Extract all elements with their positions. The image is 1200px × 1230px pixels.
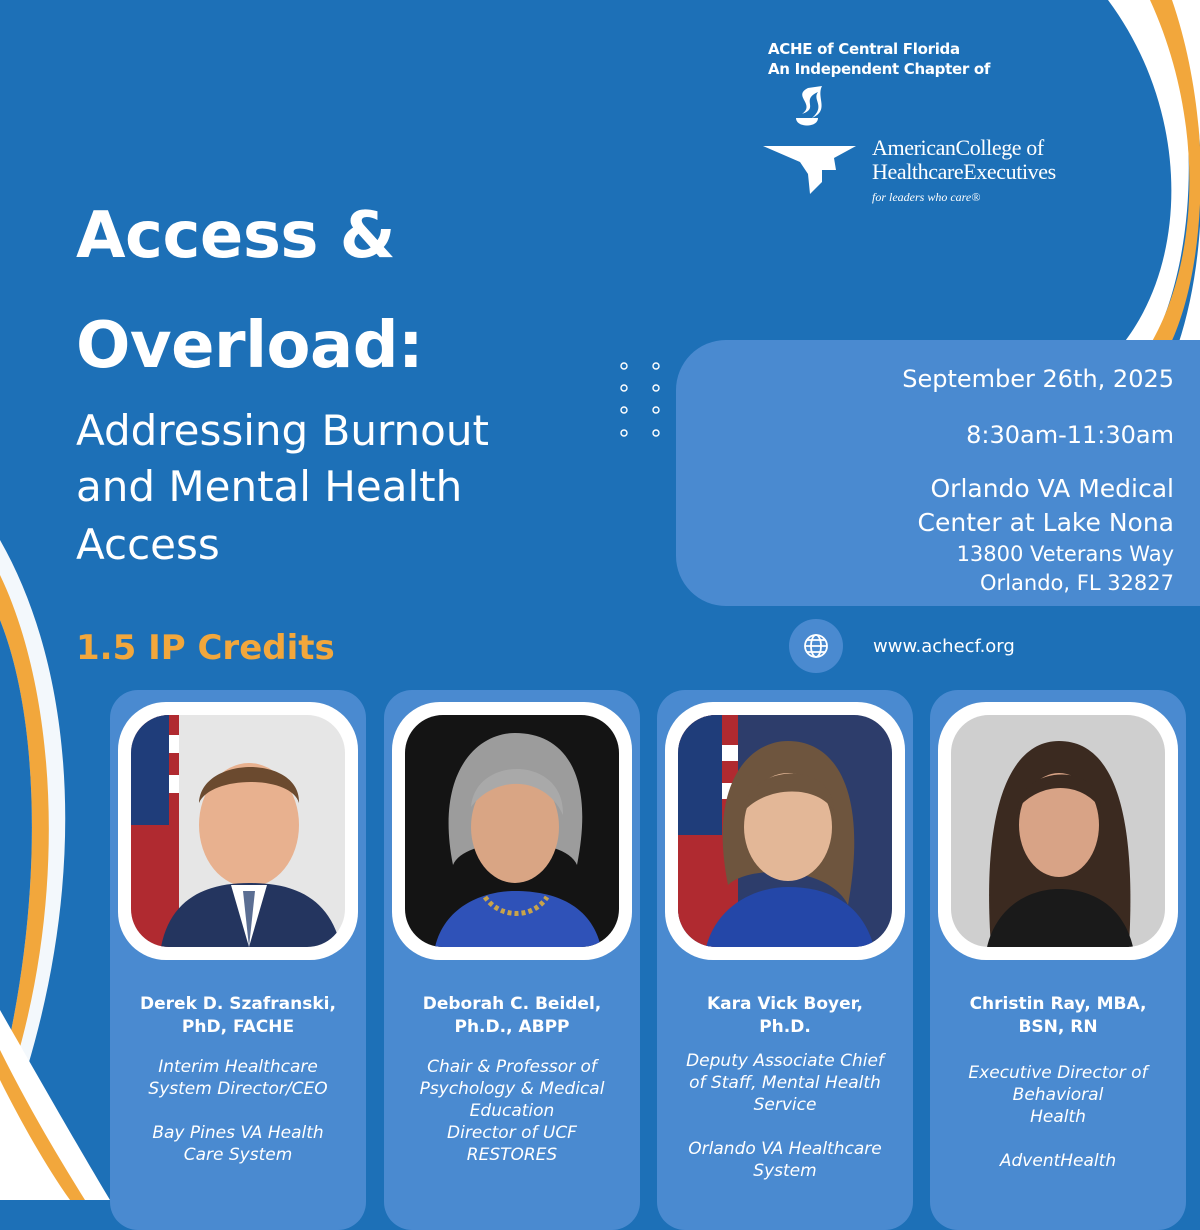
speaker-role-line: Executive Director of xyxy=(968,1063,1148,1083)
speaker-role-line: Service xyxy=(753,1095,817,1115)
speaker-role-line: of Staff, Mental Health xyxy=(689,1073,881,1093)
speaker-role-line: System Director/CEO xyxy=(148,1079,328,1099)
speaker-role-line: Care System xyxy=(183,1145,293,1165)
speaker-role-line: Behavioral xyxy=(1012,1085,1104,1105)
speaker-name xyxy=(930,993,1186,1039)
spacer xyxy=(657,1116,913,1138)
spacer xyxy=(110,1100,366,1122)
venue-line2: Center at Lake Nona xyxy=(917,508,1174,537)
logo-tagline: for leaders who care® xyxy=(872,190,981,204)
speaker-photo xyxy=(405,715,619,947)
speaker-photo xyxy=(951,715,1165,947)
speaker-card xyxy=(930,690,1186,1230)
speaker-photo-frame xyxy=(938,702,1178,960)
logo-text-line2: HealthcareExecutives xyxy=(872,159,1056,184)
venue-line1: Orlando VA Medical xyxy=(930,474,1174,503)
speaker-role xyxy=(930,1062,1186,1172)
speaker-role xyxy=(657,1050,913,1182)
logo-text-line1: AmericanCollege of xyxy=(872,135,1044,160)
speaker-name-line1: Kara Vick Boyer, xyxy=(707,994,863,1014)
speaker-role-line: RESTORES xyxy=(466,1145,558,1165)
speaker-role-line: Director of UCF xyxy=(447,1123,577,1143)
speaker-name-line2: Ph.D., ABPP xyxy=(454,1017,570,1037)
speaker-name-line1: Christin Ray, MBA, xyxy=(969,994,1147,1014)
speaker-role-line: Psychology & Medical xyxy=(419,1079,605,1099)
org-name: ACHE of Central Florida xyxy=(768,40,960,58)
website-link[interactable]: www.achecf.org xyxy=(873,636,1015,657)
speaker-role-line: AdventHealth xyxy=(999,1151,1117,1171)
speaker-name xyxy=(657,993,913,1039)
event-title-line1: Access & xyxy=(76,199,396,273)
speaker-photo-frame xyxy=(665,702,905,960)
speaker-name-line2: Ph.D. xyxy=(759,1017,811,1037)
speaker-name xyxy=(384,993,640,1039)
speaker-photo-frame xyxy=(392,702,632,960)
speaker-photo-frame xyxy=(118,702,358,960)
organization-header xyxy=(768,39,990,79)
globe-icon xyxy=(789,619,843,673)
speaker-role-line: Interim Healthcare xyxy=(158,1057,318,1077)
speaker-name-line1: Derek D. Szafranski, xyxy=(140,994,336,1014)
org-chapter-note: An Independent Chapter of xyxy=(768,60,991,78)
address-line1: 13800 Veterans Way xyxy=(956,542,1174,566)
speaker-role-line: Orlando VA Healthcare xyxy=(688,1139,882,1159)
event-subtitle-line3: Access xyxy=(76,520,220,569)
event-title-line2: Overload: xyxy=(76,309,424,383)
speaker-photo xyxy=(678,715,892,947)
speaker-role-line: Health xyxy=(1030,1107,1086,1127)
speaker-role-line: System xyxy=(753,1161,817,1181)
event-subtitle-line2: and Mental Health xyxy=(76,462,463,511)
speaker-role-line: Chair & Professor of xyxy=(427,1057,597,1077)
event-time: 8:30am-11:30am xyxy=(966,421,1174,449)
speaker-role-line: Bay Pines VA Health xyxy=(152,1123,324,1143)
speaker-role xyxy=(384,1056,640,1166)
speaker-card xyxy=(384,690,640,1230)
credits-label: 1.5 IP Credits xyxy=(76,628,335,668)
address-line2: Orlando, FL 32827 xyxy=(980,571,1174,595)
speaker-role xyxy=(110,1056,366,1166)
dot-pattern-decoration xyxy=(618,360,668,450)
speaker-card xyxy=(110,690,366,1230)
speaker-photo xyxy=(131,715,345,947)
speaker-name-line2: PhD, FACHE xyxy=(181,1017,295,1037)
event-date: September 26th, 2025 xyxy=(902,365,1174,393)
ache-logo-icon xyxy=(760,82,860,194)
event-subtitle-line1: Addressing Burnout xyxy=(76,406,489,455)
speaker-role-line: Education xyxy=(469,1101,555,1121)
spacer xyxy=(930,1128,1186,1150)
speaker-name-line1: Deborah C. Beidel, xyxy=(422,994,602,1014)
speaker-role-line: Deputy Associate Chief xyxy=(686,1051,884,1071)
speaker-card xyxy=(657,690,913,1230)
speaker-name xyxy=(110,993,366,1039)
speaker-name-line2: BSN, RN xyxy=(1018,1017,1098,1037)
